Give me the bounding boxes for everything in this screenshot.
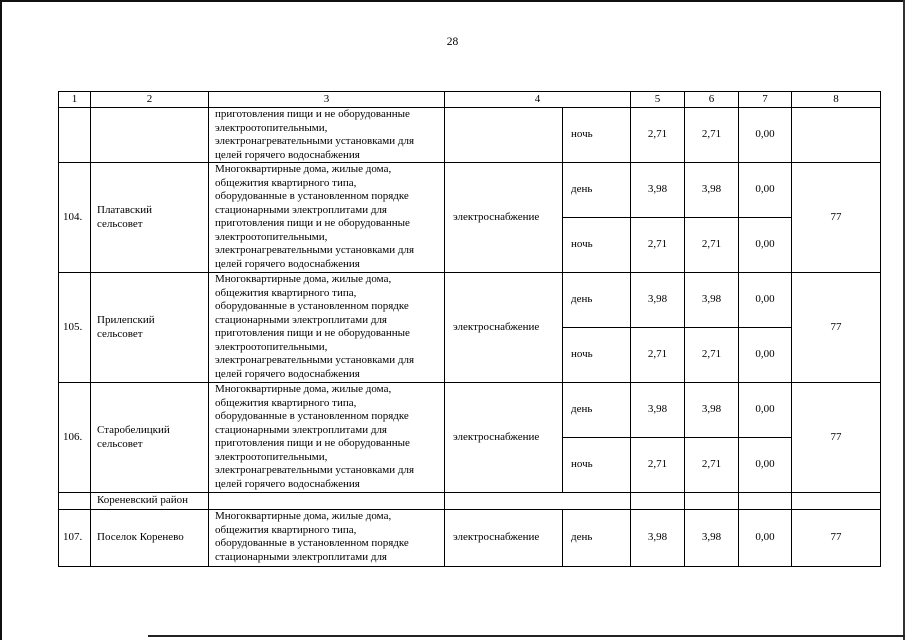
description-line: электроотопительными, bbox=[215, 230, 328, 243]
settlement-name bbox=[91, 383, 209, 493]
name-line: Поселок Коренево bbox=[97, 531, 184, 544]
consumer-description bbox=[209, 163, 445, 273]
tariff-col6: 2,71 bbox=[685, 328, 739, 383]
header-col-7: 7 bbox=[739, 92, 792, 108]
tariff-col8 bbox=[792, 493, 881, 510]
tariff-col5: 3,98 bbox=[631, 383, 685, 438]
description-line: приготовления пищи и не оборудованные bbox=[215, 437, 410, 449]
description-line: электроотопительными, bbox=[215, 121, 328, 134]
period-label: день bbox=[563, 273, 631, 328]
description-line: оборудованные в установленном порядке bbox=[215, 300, 409, 312]
description-line: целей горячего водоснабжения bbox=[215, 257, 360, 270]
district-row bbox=[59, 493, 881, 510]
scan-edge-left bbox=[0, 0, 2, 640]
header-row bbox=[59, 92, 881, 108]
tariff-col8: 77 bbox=[792, 273, 881, 383]
name-line: сельсовет bbox=[97, 327, 143, 340]
service-type: электроснабжение bbox=[445, 163, 563, 273]
tariff-col5: 2,71 bbox=[631, 328, 685, 383]
header-col-6: 6 bbox=[685, 92, 739, 108]
name-line: Прилепский bbox=[97, 314, 155, 326]
description-line: приготовления пищи и не оборудованные bbox=[215, 217, 410, 229]
description-line: целей горячего водоснабжения bbox=[215, 477, 360, 490]
description-line: Многоквартирные дома, жилые дома, bbox=[215, 163, 392, 175]
header-col-4: 4 bbox=[445, 92, 631, 108]
period-label: ночь bbox=[563, 438, 631, 493]
tariff-col8: 77 bbox=[792, 163, 881, 273]
row-number bbox=[59, 493, 91, 510]
tariff-col6: 3,98 bbox=[685, 163, 739, 218]
tariff-col8: 77 bbox=[792, 510, 881, 567]
scan-edge-bottom bbox=[148, 635, 905, 637]
row-number bbox=[59, 108, 91, 163]
description-line: электроотопительными, bbox=[215, 450, 328, 463]
description-line: оборудованные в установленном порядке bbox=[215, 190, 409, 202]
tariff-col7: 0,00 bbox=[739, 273, 792, 328]
consumer-description bbox=[209, 383, 445, 493]
settlement-row bbox=[59, 510, 881, 567]
continuation-row bbox=[59, 108, 881, 163]
tariff-col7: 0,00 bbox=[739, 510, 792, 567]
service-type: электроснабжение bbox=[445, 273, 563, 383]
period-label: ночь bbox=[563, 218, 631, 273]
tariff-col7: 0,00 bbox=[739, 218, 792, 273]
name-line: сельсовет bbox=[97, 437, 143, 450]
tariff-col6 bbox=[685, 493, 739, 510]
tariff-col5: 3,98 bbox=[631, 163, 685, 218]
tariff-col5: 3,98 bbox=[631, 273, 685, 328]
description-line: оборудованные в установленном порядке bbox=[215, 537, 409, 549]
settlement-row bbox=[59, 273, 881, 328]
description-line: стационарными электроплитами для bbox=[215, 550, 387, 563]
service-type bbox=[445, 108, 563, 163]
header-col-1: 1 bbox=[59, 92, 91, 108]
consumer-description bbox=[209, 510, 445, 567]
header-col-8: 8 bbox=[792, 92, 881, 108]
row-number: 104. bbox=[59, 163, 91, 273]
tariff-col8: 77 bbox=[792, 383, 881, 493]
name-line: сельсовет bbox=[97, 217, 143, 230]
description-line: Многоквартирные дома, жилые дома, bbox=[215, 273, 392, 285]
service-type: электроснабжение bbox=[445, 510, 563, 567]
tariff-col6: 2,71 bbox=[685, 438, 739, 493]
tariff-col8 bbox=[792, 108, 881, 163]
consumer-description bbox=[209, 273, 445, 383]
period-label: день bbox=[563, 510, 631, 567]
period-label: ночь bbox=[563, 328, 631, 383]
tariff-col6: 2,71 bbox=[685, 218, 739, 273]
service-type bbox=[445, 493, 631, 510]
tariff-col7: 0,00 bbox=[739, 328, 792, 383]
description-line: стационарными электроплитами для bbox=[215, 423, 387, 436]
description-line: электронагревательными установками для bbox=[215, 354, 415, 366]
header-col-5: 5 bbox=[631, 92, 685, 108]
page-number: 28 bbox=[446, 36, 459, 48]
tariff-col5: 3,98 bbox=[631, 510, 685, 567]
tariff-col5: 2,71 bbox=[631, 218, 685, 273]
description-line: Многоквартирные дома, жилые дома, bbox=[215, 510, 392, 522]
name-line: Платавский bbox=[97, 204, 152, 216]
settlement-row bbox=[59, 163, 881, 218]
table-body bbox=[59, 92, 881, 567]
scan-edge-top bbox=[0, 0, 905, 2]
settlement-name bbox=[91, 163, 209, 273]
header-col-2: 2 bbox=[91, 92, 209, 108]
description-line: Многоквартирные дома, жилые дома, bbox=[215, 383, 392, 395]
settlement-name bbox=[91, 510, 209, 567]
consumer-description bbox=[209, 493, 445, 510]
name-line: Старобелицкий bbox=[97, 424, 170, 436]
settlement-row bbox=[59, 383, 881, 438]
settlement-name bbox=[91, 273, 209, 383]
tariff-col6: 3,98 bbox=[685, 383, 739, 438]
tariff-col7: 0,00 bbox=[739, 108, 792, 163]
description-line: электронагревательными установками для bbox=[215, 135, 415, 147]
period-label: день bbox=[563, 163, 631, 218]
district-heading: Кореневский район bbox=[91, 493, 209, 510]
tariff-col6: 3,98 bbox=[685, 510, 739, 567]
tariff-col7: 0,00 bbox=[739, 163, 792, 218]
consumer-description bbox=[209, 108, 445, 163]
description-line: стационарными электроплитами для bbox=[215, 313, 387, 326]
header-col-3: 3 bbox=[209, 92, 445, 108]
description-line: общежития квартирного типа, bbox=[215, 286, 357, 299]
description-line: общежития квартирного типа, bbox=[215, 523, 357, 536]
tariff-col7: 0,00 bbox=[739, 383, 792, 438]
settlement-name bbox=[91, 108, 209, 163]
description-line: электронагревательными установками для bbox=[215, 244, 415, 256]
description-line: приготовления пищи и не оборудованные bbox=[215, 327, 410, 339]
period-label: ночь bbox=[563, 108, 631, 163]
tariff-table bbox=[58, 91, 881, 567]
description-line: общежития квартирного типа, bbox=[215, 396, 357, 409]
description-line: целей горячего водоснабжения bbox=[215, 367, 360, 380]
tariff-col7: 0,00 bbox=[739, 438, 792, 493]
row-number: 105. bbox=[59, 273, 91, 383]
tariff-col6: 3,98 bbox=[685, 273, 739, 328]
tariff-col5 bbox=[631, 493, 685, 510]
period-label: день bbox=[563, 383, 631, 438]
description-line: электронагревательными установками для bbox=[215, 464, 415, 476]
description-line: общежития квартирного типа, bbox=[215, 176, 357, 189]
tariff-col6: 2,71 bbox=[685, 108, 739, 163]
description-line: электроотопительными, bbox=[215, 340, 328, 353]
description-line: целей горячего водоснабжения bbox=[215, 148, 360, 161]
row-number: 107. bbox=[59, 510, 91, 567]
description-line: стационарными электроплитами для bbox=[215, 203, 387, 216]
row-number: 106. bbox=[59, 383, 91, 493]
tariff-col7 bbox=[739, 493, 792, 510]
description-line: оборудованные в установленном порядке bbox=[215, 410, 409, 422]
service-type: электроснабжение bbox=[445, 383, 563, 493]
tariff-col5: 2,71 bbox=[631, 108, 685, 163]
tariff-col5: 2,71 bbox=[631, 438, 685, 493]
description-line: приготовления пищи и не оборудованные bbox=[215, 108, 410, 120]
